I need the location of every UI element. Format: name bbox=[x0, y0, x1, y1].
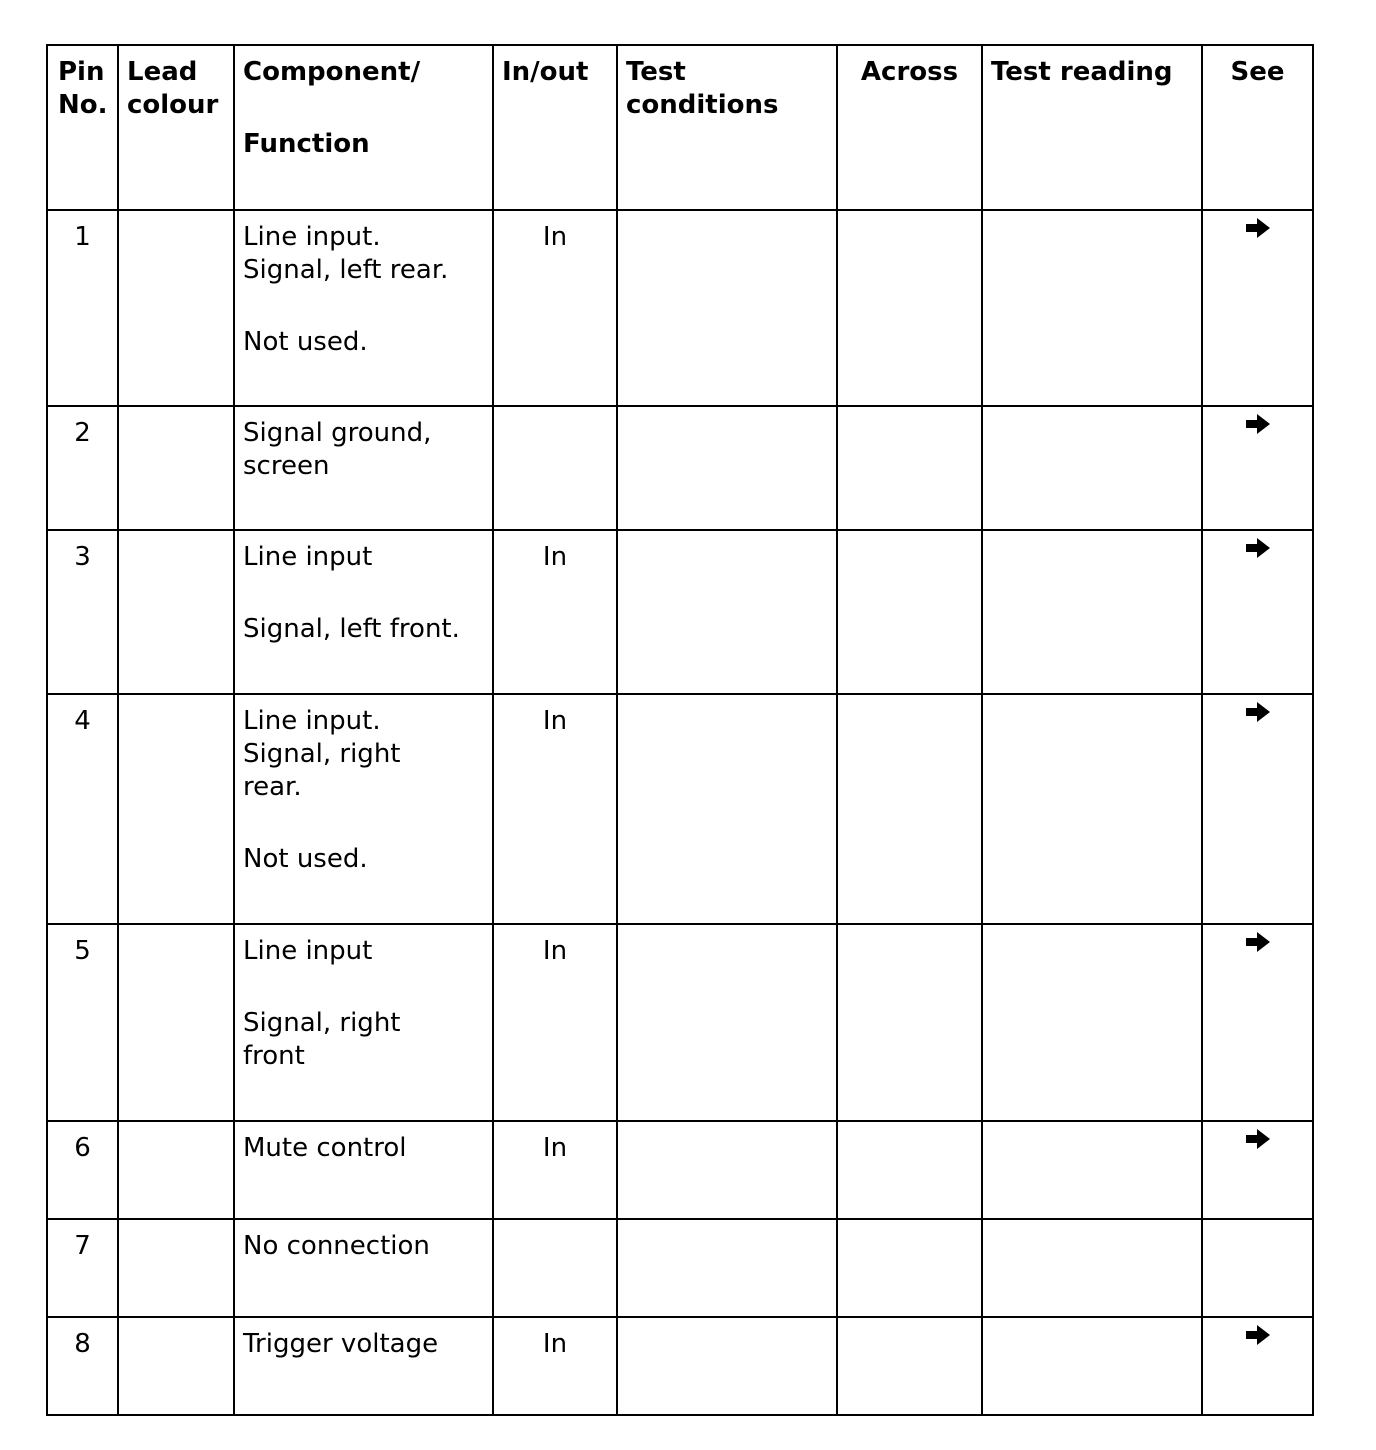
function-cell bbox=[234, 924, 493, 1121]
header-lead-colour bbox=[118, 45, 234, 210]
see-cell bbox=[1202, 694, 1313, 924]
function-gap bbox=[243, 804, 484, 843]
function-line: screen bbox=[243, 451, 330, 481]
see-content bbox=[1203, 211, 1312, 250]
test-conditions-cell[interactable] bbox=[617, 210, 837, 406]
function-note: Signal, right front bbox=[243, 1008, 401, 1071]
pin-test-table bbox=[46, 44, 1314, 1416]
in-out-cell bbox=[493, 530, 617, 694]
test-conditions-value bbox=[618, 1122, 836, 1132]
in-out-value: In bbox=[542, 542, 568, 572]
test-conditions-cell[interactable] bbox=[617, 1121, 837, 1219]
header-pin-no-line1: Pin bbox=[58, 57, 105, 87]
in-out-cell bbox=[493, 406, 617, 530]
header-across bbox=[837, 45, 982, 210]
see-content bbox=[1203, 695, 1312, 734]
lead-colour-value bbox=[119, 695, 233, 705]
see-cell bbox=[1202, 406, 1313, 530]
table-row bbox=[47, 1317, 1313, 1415]
lead-colour-cell bbox=[118, 1121, 234, 1219]
in-out-cell bbox=[493, 210, 617, 406]
test-reading-cell[interactable] bbox=[982, 694, 1202, 924]
function-content bbox=[235, 211, 492, 359]
pin-number: 8 bbox=[74, 1329, 91, 1359]
test-conditions-value bbox=[618, 925, 836, 935]
table-row bbox=[47, 1121, 1313, 1219]
function-line: Mute control bbox=[243, 1133, 407, 1163]
see-cell bbox=[1202, 924, 1313, 1121]
test-reading-cell[interactable] bbox=[982, 530, 1202, 694]
function-line: Line input bbox=[243, 542, 373, 572]
in-out-cell bbox=[493, 694, 617, 924]
function-note: Not used. bbox=[243, 327, 368, 357]
see-cell bbox=[1202, 530, 1313, 694]
see-content bbox=[1203, 531, 1312, 570]
function-content bbox=[235, 695, 492, 876]
test-conditions-cell[interactable] bbox=[617, 406, 837, 530]
in-out-cell bbox=[493, 1219, 617, 1317]
lead-colour-value bbox=[119, 211, 233, 221]
function-gap bbox=[243, 287, 484, 326]
right-arrow-icon[interactable] bbox=[1243, 699, 1273, 725]
pin-number: 5 bbox=[74, 936, 91, 966]
function-gap bbox=[243, 574, 484, 613]
pin-number: 6 bbox=[74, 1133, 91, 1163]
table-body bbox=[47, 210, 1313, 1415]
header-pin-no-line2: No. bbox=[58, 90, 108, 120]
function-cell bbox=[234, 1121, 493, 1219]
header-component-function bbox=[234, 45, 493, 210]
pin-cell bbox=[47, 1121, 118, 1219]
lead-colour-value bbox=[119, 1220, 233, 1230]
test-reading-cell[interactable] bbox=[982, 924, 1202, 1121]
lead-colour-cell bbox=[118, 406, 234, 530]
pin-number: 4 bbox=[74, 706, 91, 736]
table-row bbox=[47, 210, 1313, 406]
across-value bbox=[838, 531, 981, 541]
test-conditions-cell[interactable] bbox=[617, 1219, 837, 1317]
test-reading-value bbox=[983, 1318, 1201, 1328]
test-reading-value bbox=[983, 925, 1201, 935]
across-cell[interactable] bbox=[837, 210, 982, 406]
function-line: rear. bbox=[243, 772, 302, 802]
pin-number: 2 bbox=[74, 418, 91, 448]
function-content bbox=[235, 531, 492, 646]
see-content bbox=[1203, 925, 1312, 964]
test-conditions-value bbox=[618, 211, 836, 221]
test-reading-value bbox=[983, 1220, 1201, 1230]
in-out-value bbox=[494, 1220, 616, 1230]
function-content bbox=[235, 925, 492, 1073]
function-line: Line input. bbox=[243, 222, 381, 252]
header-see-label: See bbox=[1230, 57, 1285, 87]
pin-cell bbox=[47, 210, 118, 406]
header-in-out-label: In/out bbox=[502, 57, 589, 87]
across-value bbox=[838, 211, 981, 221]
in-out-value bbox=[494, 407, 616, 417]
in-out-value: In bbox=[542, 706, 568, 736]
see-content bbox=[1203, 407, 1312, 446]
table-row bbox=[47, 1219, 1313, 1317]
function-content bbox=[235, 1122, 492, 1165]
in-out-cell bbox=[493, 1121, 617, 1219]
pin-cell bbox=[47, 1219, 118, 1317]
header-test-conditions-line1: Test bbox=[626, 57, 686, 87]
header-row bbox=[47, 45, 1313, 210]
test-conditions-value bbox=[618, 531, 836, 541]
test-reading-cell[interactable] bbox=[982, 1219, 1202, 1317]
across-cell[interactable] bbox=[837, 1317, 982, 1415]
across-cell[interactable] bbox=[837, 694, 982, 924]
right-arrow-icon[interactable] bbox=[1243, 535, 1273, 561]
function-line: Trigger voltage bbox=[243, 1329, 439, 1359]
header-component: Component/ bbox=[243, 57, 421, 87]
across-value bbox=[838, 1220, 981, 1230]
pin-cell bbox=[47, 694, 118, 924]
see-cell bbox=[1202, 210, 1313, 406]
test-reading-value bbox=[983, 407, 1201, 417]
see-cell bbox=[1202, 1219, 1313, 1317]
lead-colour-cell bbox=[118, 924, 234, 1121]
header-test-conditions bbox=[617, 45, 837, 210]
function-cell bbox=[234, 530, 493, 694]
test-conditions-cell[interactable] bbox=[617, 694, 837, 924]
function-gap bbox=[243, 968, 484, 1007]
lead-colour-cell bbox=[118, 694, 234, 924]
test-reading-value bbox=[983, 211, 1201, 221]
header-in-out bbox=[493, 45, 617, 210]
header-function: Function bbox=[243, 129, 370, 159]
test-conditions-value bbox=[618, 1220, 836, 1230]
in-out-cell bbox=[493, 1317, 617, 1415]
see-content bbox=[1203, 1220, 1312, 1224]
header-lead-colour-line2: colour bbox=[127, 90, 219, 120]
test-conditions-cell[interactable] bbox=[617, 530, 837, 694]
header-test-conditions-line2: conditions bbox=[626, 90, 779, 120]
across-value bbox=[838, 1318, 981, 1328]
test-reading-value bbox=[983, 1122, 1201, 1132]
see-cell bbox=[1202, 1317, 1313, 1415]
function-line: Signal ground, bbox=[243, 418, 432, 448]
function-line: Signal, right bbox=[243, 739, 401, 769]
in-out-value: In bbox=[542, 1329, 568, 1359]
in-out-value: In bbox=[542, 1133, 568, 1163]
across-value bbox=[838, 925, 981, 935]
pin-cell bbox=[47, 530, 118, 694]
see-content bbox=[1203, 1318, 1312, 1357]
pin-cell bbox=[47, 1317, 118, 1415]
across-cell[interactable] bbox=[837, 406, 982, 530]
pin-cell bbox=[47, 406, 118, 530]
lead-colour-value bbox=[119, 1318, 233, 1328]
test-conditions-value bbox=[618, 695, 836, 705]
across-value bbox=[838, 407, 981, 417]
test-reading-cell[interactable] bbox=[982, 210, 1202, 406]
function-cell bbox=[234, 1317, 493, 1415]
in-out-value: In bbox=[542, 222, 568, 252]
lead-colour-value bbox=[119, 1122, 233, 1132]
function-content bbox=[235, 407, 492, 483]
function-cell bbox=[234, 210, 493, 406]
lead-colour-value bbox=[119, 925, 233, 935]
right-arrow-icon[interactable] bbox=[1243, 1126, 1273, 1152]
lead-colour-cell bbox=[118, 530, 234, 694]
pin-number: 1 bbox=[74, 222, 91, 252]
header-see bbox=[1202, 45, 1313, 210]
in-out-cell bbox=[493, 924, 617, 1121]
header-test-reading-label: Test reading bbox=[991, 57, 1173, 87]
test-reading-value bbox=[983, 695, 1201, 705]
right-arrow-icon[interactable] bbox=[1243, 411, 1273, 437]
lead-colour-value bbox=[119, 531, 233, 541]
across-cell[interactable] bbox=[837, 1121, 982, 1219]
test-conditions-cell[interactable] bbox=[617, 924, 837, 1121]
test-reading-value bbox=[983, 531, 1201, 541]
lead-colour-cell bbox=[118, 210, 234, 406]
right-arrow-icon[interactable] bbox=[1243, 215, 1273, 241]
table-row bbox=[47, 924, 1313, 1121]
header-across-label: Across bbox=[860, 57, 959, 87]
across-value bbox=[838, 695, 981, 705]
header-pin-no bbox=[47, 45, 118, 210]
function-note: Signal, left front. bbox=[243, 614, 460, 644]
across-cell[interactable] bbox=[837, 924, 982, 1121]
across-cell[interactable] bbox=[837, 530, 982, 694]
function-line: Line input bbox=[243, 936, 373, 966]
pin-cell bbox=[47, 924, 118, 1121]
test-reading-cell[interactable] bbox=[982, 406, 1202, 530]
pin-number: 3 bbox=[74, 542, 91, 572]
function-line: No connection bbox=[243, 1231, 430, 1261]
across-cell[interactable] bbox=[837, 1219, 982, 1317]
table-row bbox=[47, 694, 1313, 924]
function-note: Not used. bbox=[243, 844, 368, 874]
in-out-value: In bbox=[542, 936, 568, 966]
see-content bbox=[1203, 1122, 1312, 1161]
see-cell bbox=[1202, 1121, 1313, 1219]
right-arrow-icon[interactable] bbox=[1243, 929, 1273, 955]
lead-colour-cell bbox=[118, 1317, 234, 1415]
function-cell bbox=[234, 1219, 493, 1317]
function-cell bbox=[234, 406, 493, 530]
pin-number: 7 bbox=[74, 1231, 91, 1261]
lead-colour-cell bbox=[118, 1219, 234, 1317]
lead-colour-value bbox=[119, 407, 233, 417]
test-conditions-cell[interactable] bbox=[617, 1317, 837, 1415]
test-reading-cell[interactable] bbox=[982, 1121, 1202, 1219]
header-test-reading bbox=[982, 45, 1202, 210]
test-reading-cell[interactable] bbox=[982, 1317, 1202, 1415]
function-content bbox=[235, 1318, 492, 1361]
across-value bbox=[838, 1122, 981, 1132]
right-arrow-icon[interactable] bbox=[1243, 1322, 1273, 1348]
function-line: Line input. bbox=[243, 706, 381, 736]
function-line: Signal, left rear. bbox=[243, 255, 449, 285]
function-cell bbox=[234, 694, 493, 924]
table-row bbox=[47, 406, 1313, 530]
table-row bbox=[47, 530, 1313, 694]
function-content bbox=[235, 1220, 492, 1263]
header-lead-colour-line1: Lead bbox=[127, 57, 198, 87]
test-conditions-value bbox=[618, 1318, 836, 1328]
test-conditions-value bbox=[618, 407, 836, 417]
